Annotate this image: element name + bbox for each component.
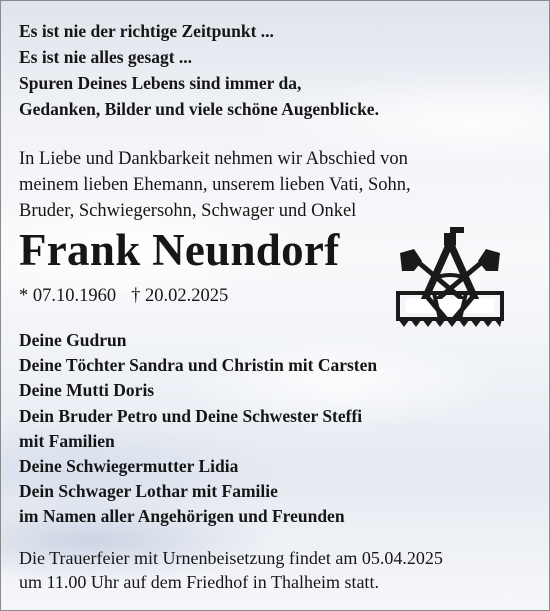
intro-line: meinem lieben Ehemann, unserem lieben Vati, Sohn,	[19, 175, 411, 195]
mourner-line: mit Familien	[19, 430, 115, 451]
poem-line: Es ist nie der richtige Zeitpunkt ...	[19, 21, 274, 41]
carpenter-guild-emblem-icon	[394, 223, 506, 331]
deceased-name: Frank Neundorf	[19, 225, 340, 275]
mourner-line: im Namen aller Angehörigen und Freunden	[19, 506, 345, 527]
poem-line: Es ist nie alles gesagt ...	[19, 47, 193, 67]
memorial-poem	[19, 18, 379, 122]
intro-line: Bruder, Schwiegersohn, Schwager und Onkel	[19, 201, 357, 221]
mourner-line: Dein Schwager Lothar mit Familie	[19, 481, 278, 502]
mourner-line: Deine Töchter Sandra und Christin mit Carsten	[19, 355, 378, 376]
life-dates	[19, 284, 228, 308]
mourner-line: Dein Bruder Petro und Deine Schwester Steffi	[19, 405, 363, 426]
death-date: † 20.02.2025	[131, 286, 229, 306]
mourners-list	[19, 328, 377, 530]
funeral-notice	[19, 546, 443, 594]
poem-line: Spuren Deines Lebens sind immer da,	[19, 73, 302, 93]
notice-line: Die Trauerfeier mit Urnenbeisetzung findet am 05.04.2025	[19, 548, 443, 568]
notice-line: um 11.00 Uhr auf dem Friedhof in Thalheim statt.	[19, 572, 379, 592]
farewell-intro	[19, 146, 411, 224]
poem-line: Gedanken, Bilder und viele schöne Augenblicke.	[19, 99, 379, 119]
intro-line: In Liebe und Dankbarkeit nehmen wir Abschied von	[19, 149, 408, 169]
mourner-line: Deine Schwiegermutter Lidia	[19, 456, 239, 477]
mourner-line: Deine Mutti Doris	[19, 380, 155, 401]
birth-date: * 07.10.1960	[19, 286, 117, 306]
mourner-line: Deine Gudrun	[19, 330, 127, 350]
